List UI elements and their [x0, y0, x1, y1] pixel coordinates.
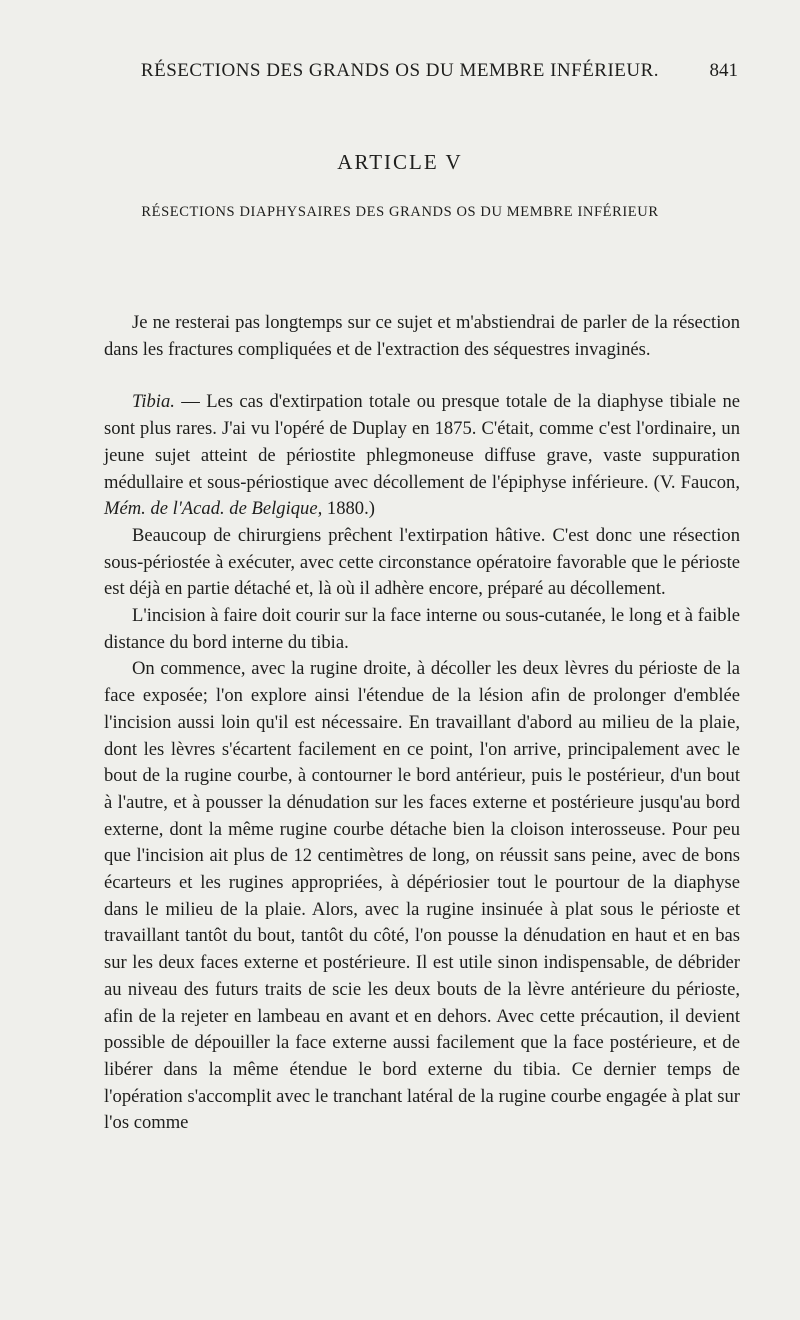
paragraph-extirpation: Beaucoup de chirurgiens prêchent l'extirpation hâtive. C'est donc une résection sous-périostée à exécuter, avec cette circonstance opératoire favorable que le périoste est déjà en partie détaché et, là où il adhère encore, préparé au décollement. — [104, 524, 740, 600]
body-text — [104, 310, 740, 1137]
article-title: ARTICLE V — [337, 150, 463, 174]
tibia-text-b: 1880.) — [322, 498, 375, 520]
paragraph-incision: L'incision à faire doit courir sur la face interne ou sous-cutanée, le long et à faible distance du bord interne du tibia. — [104, 605, 740, 653]
paragraph-intro: Je ne resterai pas longtemps sur ce sujet et m'abstiendrai de parler de la résection dans les fractures compliquées et de l'extraction des séquestres invaginés. — [104, 312, 740, 360]
page-number: 841 — [709, 60, 738, 81]
tibia-label: Tibia. — [132, 391, 175, 413]
running-title: RÉSECTIONS DES GRANDS OS DU MEMBRE INFÉRIEUR. — [140, 60, 660, 81]
paragraph-tibia — [104, 389, 740, 523]
running-head — [0, 60, 800, 84]
section-title: RÉSECTIONS DIAPHYSAIRES DES GRANDS OS DU MEMBRE INFÉRIEUR — [141, 204, 659, 220]
tibia-reference: Mém. de l'Acad. de Belgique, — [104, 498, 323, 520]
tibia-text-a: — Les cas d'extirpation totale ou presque totale de la diaphyse tibiale ne sont plus rares. J'ai vu l'opéré de Duplay en 1875. C'était, comme c'est l'ordinaire, un jeune sujet atteint de périostite phlegmoneuse diffuse grave, vaste suppuration médullaire et sous-périostique avec décollement de l'épiphyse inférieure. (V. Faucon, — [104, 391, 740, 493]
paragraph-procedure: On commence, avec la rugine droite, à décoller les deux lèvres du périoste de la face exposée; l'on explore ainsi l'étendue de la lésion afin de prolonger d'emblée l'incision aussi loin qu'il est nécessaire. En travaillant d'abord au milieu de la plaie, dont les lèvres s'écartent facilement en ce point, l'on arrive, principalement avec le bout de la rugine courbe, à contourner le bord antérieur, puis le postérieur, d'un bout à l'autre, et à pousser la dénudation sur les faces externe et postérieure jusqu'au bord externe, dont la même rugine courbe détache bien la cloison interosseuse. Pour peu que l'incision ait plus de 12 centimètres de long, on réussit sans peine, avec de bons écarteurs et les rugines appropriées, à dépériosier tout le pourtour de la diaphyse dans le milieu de la plaie. Alors, avec la rugine insinuée à plat sous le périoste et travaillant tantôt du bout, tantôt du côté, l'on pousse la dénudation en haut et en bas sur les deux faces externe et postérieure. Il est utile sinon indispensable, de débrider au niveau des futurs traits de scie les deux bouts de la lèvre antérieure du périoste, afin de la rejeter en lambeau en avant et en dehors. Avec cette précaution, il devient possible de dépouiller la face externe aussi facilement que la face postérieure, et de libérer dans la même étendue le bord externe du tibia. Ce dernier temps de l'opération s'accomplit avec le tranchant latéral de la rugine courbe engagée à plat sur l'os comme — [104, 658, 740, 1134]
